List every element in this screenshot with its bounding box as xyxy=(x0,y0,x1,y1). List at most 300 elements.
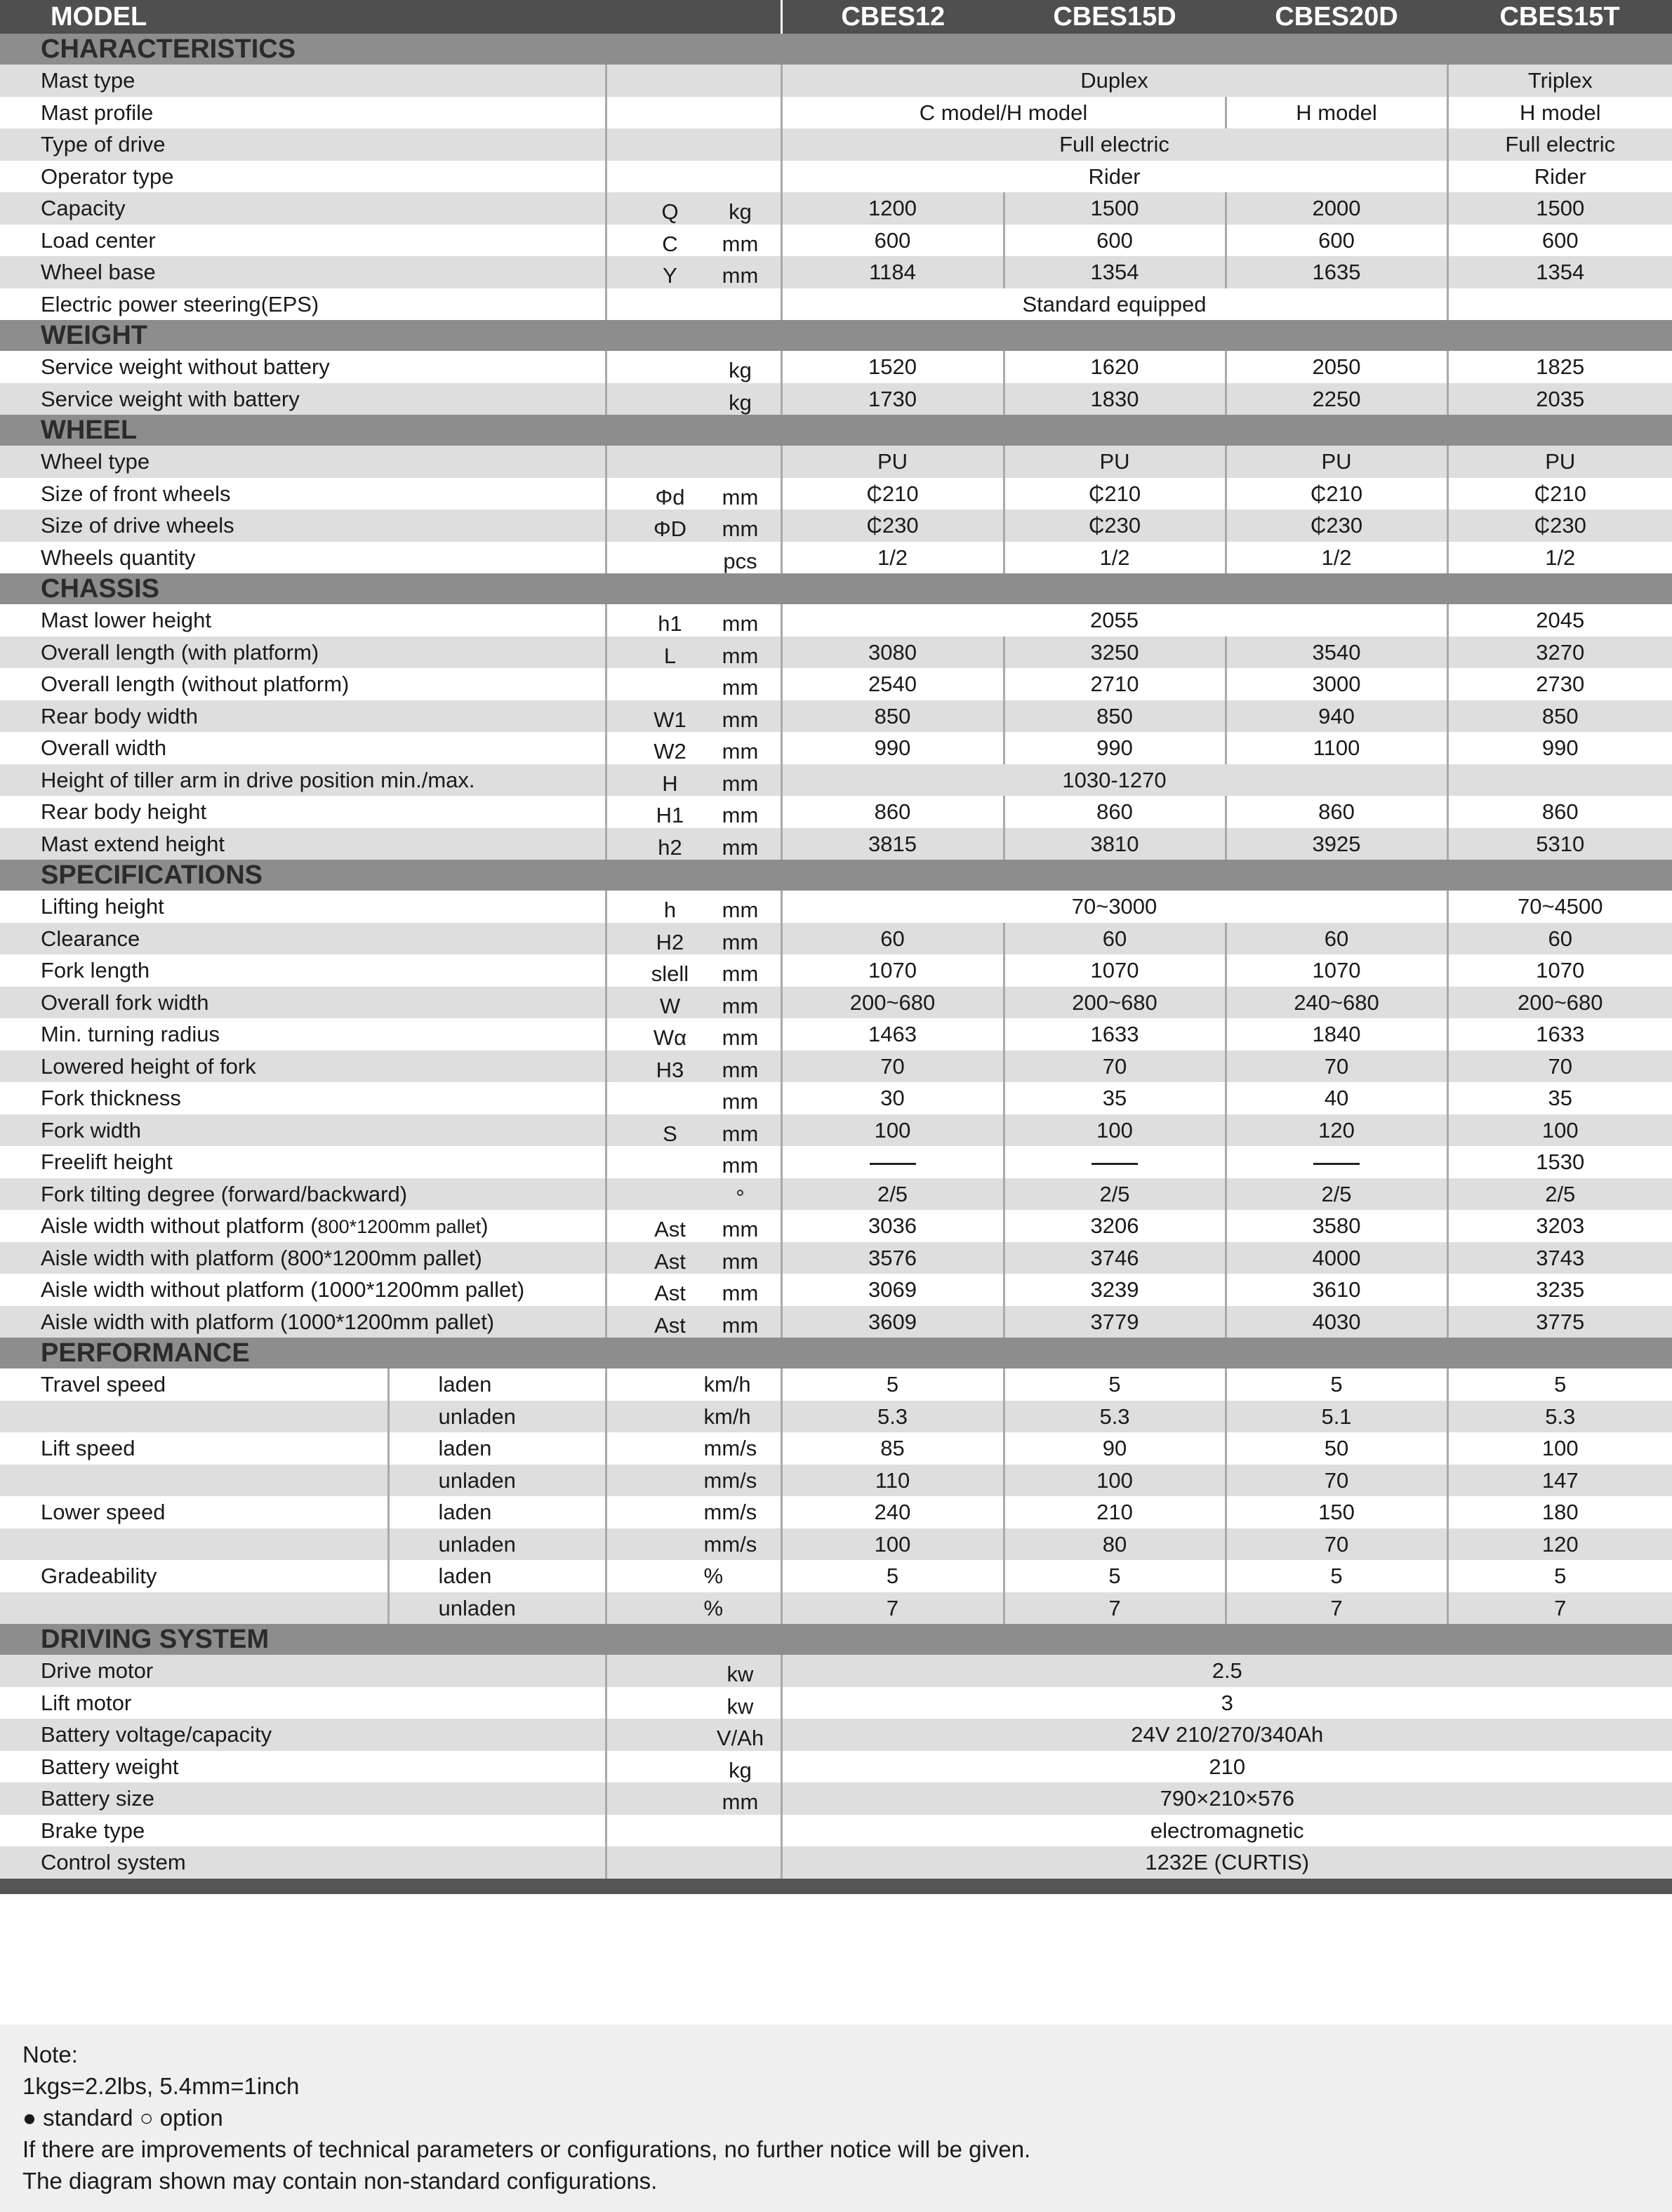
section-specifications xyxy=(0,860,1672,891)
row-fork-thickness xyxy=(0,1082,1672,1114)
param-unit: mm xyxy=(722,517,759,541)
param-unit: mm xyxy=(722,484,759,509)
value-cell: 1840 xyxy=(1226,1018,1447,1051)
value-cell: 100 xyxy=(1447,1432,1672,1465)
param-symbol: H3 xyxy=(656,1057,684,1082)
row-label: Overall length (with platform) xyxy=(0,637,606,669)
value-cell: 100 xyxy=(781,1114,1004,1147)
value-cell: 1/2 xyxy=(781,542,1004,574)
row-fork-tilting xyxy=(0,1178,1672,1211)
value-cell: 5 xyxy=(1226,1368,1447,1401)
row-label xyxy=(0,1465,388,1497)
value-cell: 1500 xyxy=(1004,192,1226,225)
value-cell: 147 xyxy=(1447,1465,1672,1497)
value-cell: 5 xyxy=(1226,1560,1447,1592)
param-symbol: Ast xyxy=(654,1281,686,1305)
value-cell: 1070 xyxy=(1447,954,1672,987)
section-characteristics xyxy=(0,34,1672,65)
row-label-part: ) xyxy=(481,1213,489,1239)
param-unit: mm xyxy=(722,1248,759,1274)
value-cell: 40 xyxy=(1226,1082,1447,1114)
row-battery-voltage xyxy=(0,1719,1672,1751)
value-cell: 100 xyxy=(1447,1114,1672,1147)
symbol-unit-cell xyxy=(606,1719,781,1751)
value-cell: 5.1 xyxy=(1226,1401,1447,1433)
row-label: Aisle width with platform (1000*1200mm pallet) xyxy=(0,1306,606,1338)
row-travel-unladen xyxy=(0,1401,1672,1433)
row-label: Fork width xyxy=(0,1114,606,1147)
row-overall-length-without xyxy=(0,668,1672,700)
value-cell: 5.3 xyxy=(1447,1401,1672,1433)
param-unit: ° xyxy=(736,1185,745,1210)
row-label: Lowered height of fork xyxy=(0,1051,606,1083)
value-cell: 2/5 xyxy=(1004,1178,1226,1211)
row-type-of-drive xyxy=(0,128,1672,161)
symbol-unit-cell xyxy=(606,1815,781,1847)
value-cell: ₵210 xyxy=(781,478,1004,510)
value-cell: 70 xyxy=(1226,1465,1447,1497)
value-cell: 600 xyxy=(1004,225,1226,257)
value-cell: 5 xyxy=(1447,1560,1672,1592)
param-symbol: W1 xyxy=(653,707,686,732)
param-unit: mm xyxy=(722,263,759,288)
value-cell: 1830 xyxy=(1004,383,1226,415)
row-label: Gradeability xyxy=(41,1564,157,1589)
param-unit: V/Ah xyxy=(716,1726,764,1750)
param-unit: mm/s xyxy=(606,1432,781,1465)
row-rear-body-width xyxy=(0,700,1672,733)
param-symbol: H2 xyxy=(656,929,684,954)
param-symbol: S xyxy=(663,1121,677,1146)
value-cell: 600 xyxy=(1226,225,1447,257)
param-symbol: h1 xyxy=(658,611,682,636)
value-cell: 60 xyxy=(1447,923,1672,955)
symbol-unit-cell xyxy=(606,1306,781,1338)
row-label: Travel speed xyxy=(41,1372,166,1397)
row-fork-width xyxy=(0,1114,1672,1147)
value-cell: Full electric xyxy=(1447,128,1672,161)
value-cell xyxy=(781,1146,1004,1178)
value-cell: PU xyxy=(1447,446,1672,478)
symbol-unit-cell xyxy=(606,1687,781,1719)
value-cell: 1070 xyxy=(781,954,1004,987)
section-title: CHARACTERISTICS xyxy=(0,34,781,65)
value-cell: 1070 xyxy=(1226,954,1447,987)
row-label xyxy=(0,1528,388,1561)
value-cell: 3206 xyxy=(1004,1210,1226,1242)
row-weight-wo-battery xyxy=(0,351,1672,383)
param-symbol: Wα xyxy=(653,1025,687,1050)
section-title: DRIVING SYSTEM xyxy=(0,1624,781,1655)
value-cell: 210 xyxy=(1004,1496,1226,1528)
param-unit: kw xyxy=(726,1693,754,1719)
note-line: ● standard ○ option xyxy=(22,2105,223,2131)
row-overall-length-with xyxy=(0,637,1672,669)
value-cell: 7 xyxy=(1004,1592,1226,1625)
row-wheel-type xyxy=(0,446,1672,478)
value-cell: 200~680 xyxy=(1447,987,1672,1019)
model-header-row xyxy=(0,0,1672,34)
row-freelift-height xyxy=(0,1146,1672,1178)
row-sublabel: unladen xyxy=(388,1465,606,1497)
value-cell: 180 xyxy=(1447,1496,1672,1528)
value-cell: 2/5 xyxy=(1447,1178,1672,1211)
param-symbol: Y xyxy=(663,263,677,288)
symbol-unit-cell xyxy=(606,1751,781,1783)
value-cell: 4030 xyxy=(1226,1306,1447,1338)
section-title: PERFORMANCE xyxy=(0,1338,781,1368)
value-cell: 2.5 xyxy=(781,1655,1672,1687)
row-battery-weight xyxy=(0,1751,1672,1783)
row-label: Control system xyxy=(0,1846,606,1879)
value-cell: 90 xyxy=(1004,1432,1226,1465)
row-label: Electric power steering(EPS) xyxy=(41,291,319,317)
section-weight xyxy=(0,320,1672,351)
value-cell: Standard equipped xyxy=(781,288,1447,321)
row-label: Overall fork width xyxy=(0,987,606,1019)
row-sublabel: laden xyxy=(388,1560,606,1592)
model-cbes20d: CBES20D xyxy=(1226,0,1447,34)
symbol-unit-cell xyxy=(606,891,781,923)
row-travel-laden xyxy=(0,1368,1672,1401)
note-box xyxy=(0,2025,1672,2212)
row-wheels-quantity xyxy=(0,542,1672,574)
row-label: Fork tilting degree (forward/backward) xyxy=(0,1178,606,1211)
value-cell: 100 xyxy=(781,1528,1004,1561)
value-cell: 2000 xyxy=(1226,192,1447,225)
row-mast-type xyxy=(0,65,1672,97)
param-unit: mm xyxy=(722,611,759,636)
param-symbol: H1 xyxy=(656,803,684,827)
value-cell: 1635 xyxy=(1226,256,1447,288)
section-title: CHASSIS xyxy=(0,573,781,604)
row-turning-radius xyxy=(0,1018,1672,1051)
value-cell: 5.3 xyxy=(781,1401,1004,1433)
value-cell: 200~680 xyxy=(781,987,1004,1019)
param-unit: mm xyxy=(722,231,759,256)
value-cell: 240 xyxy=(781,1496,1004,1528)
row-aisle-wo-800 xyxy=(0,1210,1672,1242)
symbol-unit-cell xyxy=(606,256,781,288)
value-cell: 860 xyxy=(1004,796,1226,828)
value-cell: Triplex xyxy=(1447,65,1672,97)
row-overall-width xyxy=(0,732,1672,764)
value-cell: 1070 xyxy=(1004,954,1226,987)
value-cell: 30 xyxy=(781,1082,1004,1114)
row-rear-body-height xyxy=(0,796,1672,828)
param-unit: mm xyxy=(722,707,759,732)
param-unit: mm xyxy=(722,1057,759,1082)
row-label: Rear body height xyxy=(41,799,207,825)
value-cell: 24V 210/270/340Ah xyxy=(781,1719,1672,1751)
row-label: Operator type xyxy=(41,164,174,189)
value-cell: 3609 xyxy=(781,1306,1004,1338)
value-cell: 5 xyxy=(781,1560,1004,1592)
row-label: Freelift height xyxy=(41,1150,173,1175)
value-cell: 1620 xyxy=(1004,351,1226,383)
value-cell: 85 xyxy=(781,1432,1004,1465)
value-cell: 70 xyxy=(1447,1051,1672,1083)
param-symbol: Ast xyxy=(654,1248,686,1274)
value-cell: 3580 xyxy=(1226,1210,1447,1242)
row-label: Overall width xyxy=(41,735,167,761)
symbol-unit-cell xyxy=(606,542,781,574)
param-unit: mm/s xyxy=(606,1465,781,1497)
param-unit: mm xyxy=(722,1217,759,1241)
value-cell: 35 xyxy=(1447,1082,1672,1114)
value-cell: 1500 xyxy=(1447,192,1672,225)
symbol-unit-cell xyxy=(606,987,781,1019)
row-label-small: 800*1200mm pallet xyxy=(317,1216,482,1238)
value-cell: 940 xyxy=(1226,700,1447,733)
param-unit: mm xyxy=(722,1153,759,1178)
symbol-unit-cell xyxy=(606,1018,781,1051)
row-label: Rear body width xyxy=(0,700,606,733)
dash-mark xyxy=(1313,1163,1360,1165)
param-symbol: h2 xyxy=(658,834,682,860)
row-sublabel: unladen xyxy=(388,1401,606,1433)
row-aisle-w-1000 xyxy=(0,1306,1672,1338)
param-unit: % xyxy=(606,1560,781,1592)
value-cell: 50 xyxy=(1226,1432,1447,1465)
param-unit: mm xyxy=(722,771,759,796)
symbol-unit-cell xyxy=(606,288,781,321)
row-sublabel: laden xyxy=(388,1496,606,1528)
value-cell: 3746 xyxy=(1004,1242,1226,1274)
value-cell: 1354 xyxy=(1004,256,1226,288)
param-unit: pcs xyxy=(723,548,757,573)
value-cell: 35 xyxy=(1004,1082,1226,1114)
value-cell: ₵210 xyxy=(1226,478,1447,510)
row-sublabel: unladen xyxy=(388,1528,606,1561)
symbol-unit-cell xyxy=(606,192,781,225)
value-cell: 1633 xyxy=(1004,1018,1226,1051)
row-tiller-height xyxy=(0,764,1672,797)
value-cell: 2710 xyxy=(1004,668,1226,700)
value-cell: 120 xyxy=(1447,1528,1672,1561)
value-cell: 100 xyxy=(1004,1114,1226,1147)
value-cell: 2035 xyxy=(1447,383,1672,415)
row-label: Min. turning radius xyxy=(41,1022,220,1047)
param-unit: % xyxy=(606,1592,781,1625)
row-label: Battery voltage/capacity xyxy=(0,1719,606,1751)
value-cell: 7 xyxy=(1447,1592,1672,1625)
param-unit: km/h xyxy=(606,1401,781,1433)
row-label: Drive motor xyxy=(0,1655,606,1687)
param-symbol: ΦD xyxy=(653,517,687,541)
value-cell: 1/2 xyxy=(1004,542,1226,574)
param-symbol: Ast xyxy=(654,1312,686,1338)
value-cell xyxy=(1004,1146,1226,1178)
value-cell: 1184 xyxy=(781,256,1004,288)
value-cell: Rider xyxy=(1447,161,1672,193)
value-cell: 5310 xyxy=(1447,828,1672,860)
value-cell: 850 xyxy=(1447,700,1672,733)
value-cell: 3239 xyxy=(1004,1274,1226,1306)
value-cell: 3775 xyxy=(1447,1306,1672,1338)
row-label: Height of tiller arm in drive position min./max. xyxy=(0,764,606,797)
value-cell: ₵230 xyxy=(1226,509,1447,542)
value-cell: 3235 xyxy=(1447,1274,1672,1306)
param-symbol: H xyxy=(662,771,678,796)
param-unit: mm xyxy=(722,803,759,827)
value-cell: 1100 xyxy=(1226,732,1447,764)
row-drive-motor xyxy=(0,1655,1672,1687)
symbol-unit-cell xyxy=(606,478,781,510)
note-title: Note: xyxy=(22,2041,78,2067)
row-grade-unladen xyxy=(0,1592,1672,1625)
row-grade-laden xyxy=(0,1560,1672,1592)
model-cbes15d: CBES15D xyxy=(1004,0,1226,34)
value-cell: 2/5 xyxy=(781,1178,1004,1211)
row-aisle-w-800 xyxy=(0,1242,1672,1274)
section-performance xyxy=(0,1338,1672,1368)
param-unit: mm xyxy=(722,1312,759,1338)
value-cell: 150 xyxy=(1226,1496,1447,1528)
value-cell: ₵210 xyxy=(1004,478,1226,510)
row-lowered-height xyxy=(0,1051,1672,1083)
row-label: Lift motor xyxy=(41,1690,132,1715)
symbol-unit-cell xyxy=(606,1274,781,1306)
symbol-unit-cell xyxy=(606,954,781,987)
value-cell: 790×210×576 xyxy=(781,1783,1672,1815)
param-unit: mm xyxy=(722,1089,759,1114)
row-label: Size of drive wheels xyxy=(0,509,606,542)
row-aisle-wo-1000 xyxy=(0,1274,1672,1306)
value-cell: 1463 xyxy=(781,1018,1004,1051)
row-wheel-base xyxy=(0,256,1672,288)
row-operator-type xyxy=(0,161,1672,193)
row-label xyxy=(0,1210,606,1242)
symbol-unit-cell xyxy=(606,1655,781,1687)
row-eps xyxy=(0,288,1672,321)
symbol-unit-cell xyxy=(606,796,781,828)
value-cell: H model xyxy=(1447,97,1672,129)
param-unit: kw xyxy=(726,1662,754,1686)
row-sublabel: laden xyxy=(388,1368,606,1401)
value-cell: 210 xyxy=(781,1751,1672,1783)
param-unit: mm xyxy=(722,739,759,764)
model-cbes15t: CBES15T xyxy=(1447,0,1672,34)
row-label: Lifting height xyxy=(41,894,164,919)
row-label: Mast extend height xyxy=(0,828,606,860)
value-cell: 850 xyxy=(781,700,1004,733)
value-cell: 2050 xyxy=(1226,351,1447,383)
symbol-unit-cell xyxy=(606,1783,781,1815)
value-cell: 2/5 xyxy=(1226,1178,1447,1211)
symbol-unit-cell xyxy=(606,225,781,257)
value-cell: ₵230 xyxy=(1447,509,1672,542)
value-cell: 60 xyxy=(1004,923,1226,955)
row-mast-extend-height xyxy=(0,828,1672,860)
param-unit: mm/s xyxy=(606,1496,781,1528)
row-lower-laden xyxy=(0,1496,1672,1528)
row-mast-lower-height xyxy=(0,604,1672,637)
value-cell: 3080 xyxy=(781,637,1004,669)
value-cell: 70 xyxy=(1226,1528,1447,1561)
row-label: Mast lower height xyxy=(41,608,211,633)
value-cell: 860 xyxy=(781,796,1004,828)
value-cell: PU xyxy=(1004,446,1226,478)
note-line: If there are improvements of technical parameters or configurations, no further notice will be given. xyxy=(22,2136,1031,2162)
row-label: Size of front wheels xyxy=(41,481,231,506)
value-cell: Rider xyxy=(781,161,1447,193)
row-label xyxy=(0,1401,388,1433)
value-cell xyxy=(1226,1146,1447,1178)
row-label-part: Aisle width without platform ( xyxy=(41,1213,318,1239)
value-cell: 1730 xyxy=(781,383,1004,415)
param-symbol: slell xyxy=(651,961,689,986)
symbol-unit-cell xyxy=(606,923,781,955)
value-cell: 1200 xyxy=(781,192,1004,225)
value-cell: 1/2 xyxy=(1447,542,1672,574)
value-cell: 70 xyxy=(1004,1051,1226,1083)
param-unit: mm xyxy=(722,643,759,668)
value-cell: 200~680 xyxy=(1004,987,1226,1019)
symbol-unit-cell xyxy=(606,509,781,542)
row-brake-type xyxy=(0,1815,1672,1847)
row-label: Aisle width with platform (800*1200mm pallet) xyxy=(0,1242,606,1274)
param-unit: mm xyxy=(722,961,759,986)
value-cell: 3743 xyxy=(1447,1242,1672,1274)
param-symbol: W2 xyxy=(653,739,686,764)
row-weight-w-battery xyxy=(0,383,1672,415)
row-drive-wheels xyxy=(0,509,1672,542)
value-cell: 2730 xyxy=(1447,668,1672,700)
value-cell: 70~3000 xyxy=(781,891,1447,923)
row-control-system xyxy=(0,1846,1672,1879)
row-sublabel: laden xyxy=(388,1432,606,1465)
value-cell: ₵230 xyxy=(1004,509,1226,542)
param-unit: kg xyxy=(729,389,752,415)
row-label xyxy=(0,1592,388,1625)
value-cell: 1232E (CURTIS) xyxy=(781,1846,1672,1879)
value-cell: 860 xyxy=(1447,796,1672,828)
symbol-unit-cell xyxy=(606,1210,781,1242)
param-symbol: L xyxy=(663,643,677,668)
value-cell: 5 xyxy=(1004,1560,1226,1592)
row-label: Lift speed xyxy=(41,1436,135,1461)
param-unit: kg xyxy=(729,199,752,224)
section-title: WEIGHT xyxy=(0,320,781,351)
value-cell: 3540 xyxy=(1226,637,1447,669)
symbol-unit-cell xyxy=(606,668,781,700)
row-label: Capacity xyxy=(0,192,606,225)
value-cell: 3576 xyxy=(781,1242,1004,1274)
dash-mark xyxy=(1092,1163,1138,1165)
row-capacity xyxy=(0,192,1672,225)
value-cell: 3036 xyxy=(781,1210,1004,1242)
row-battery-size xyxy=(0,1783,1672,1815)
row-label: Clearance xyxy=(0,923,606,955)
row-lower-unladen xyxy=(0,1528,1672,1561)
symbol-unit-cell xyxy=(606,637,781,669)
param-symbol: Ast xyxy=(654,1217,686,1241)
symbol-unit-cell xyxy=(606,604,781,637)
symbol-unit-cell xyxy=(606,1114,781,1147)
value-cell: 60 xyxy=(1226,923,1447,955)
value-cell: 1030-1270 xyxy=(781,764,1447,797)
value-cell: 1354 xyxy=(1447,256,1672,288)
section-driving-system xyxy=(0,1624,1672,1655)
row-front-wheels xyxy=(0,478,1672,510)
value-cell: 1825 xyxy=(1447,351,1672,383)
param-unit: mm xyxy=(722,1121,759,1146)
symbol-unit-cell xyxy=(606,1146,781,1178)
section-title: SPECIFICATIONS xyxy=(0,860,781,891)
row-label: Wheel base xyxy=(0,256,606,288)
symbol-unit-cell xyxy=(606,383,781,415)
